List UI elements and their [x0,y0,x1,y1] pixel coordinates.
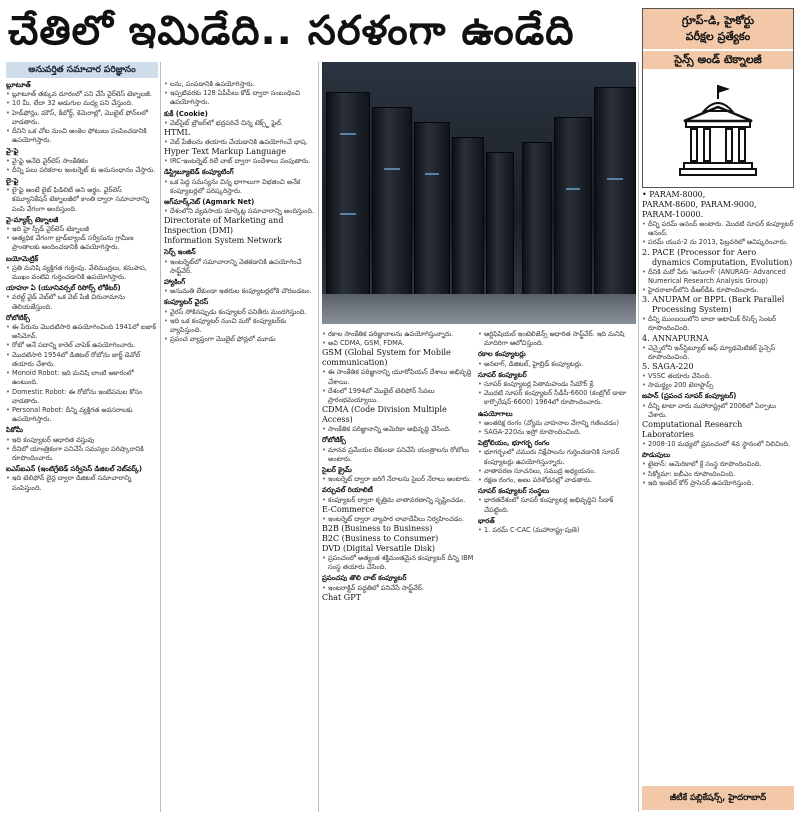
text-line: • ఇది టెలిఫోన్ లైన్ల ద్వారా డిజిటల్ సమాచారాన్ని పంపిస్తుంది. [6,474,158,492]
text-line: • దీన్ని పలు పరికరాల ఇంటర్నెట్ కు అనుసంధానం చేస్తారు. [6,166,158,175]
text-line: Chat GPT [322,592,361,602]
text-line: DVD (Digital Versatile Disk) [322,544,435,554]
subheading: బ్లూటూత్ [6,81,31,89]
subheading: సైబర్ క్రైమ్ [322,466,352,475]
text-line: • మొదటిసారి 1954లో డిజిటల్ రోబోను జార్జ్ డెవోల్ తయారు చేశారు. [6,351,158,369]
text-line: • భారతదేశంలో సూపర్ కంప్యూటర్ల అభివృద్ధిని సీడాక్ చేపట్టింది. [478,496,636,514]
text-line: • దీనికి మరో పేరు 'అనురాగ్' (ANURAG- Advanced Numerical Research Analysis Group) [642,268,794,286]
column-2-body [164,80,316,344]
text-line: • Personal Robot: దీన్ని వ్యక్తిగత అవసరాలకు ఉపయోగిస్తారు. [6,406,158,424]
text-line: • వాతావరణ సూచనలు, సముద్ర అధ్యయనం. [478,467,636,476]
text-line: • IRC-ఇంటర్నెట్ రిలే చాట్ ద్వారా సందేశాలు పంపుతారు. [164,157,316,166]
text-line: • Monoid Robot: ఇది మనిషి లాంటి ఆకారంలో ఉంటుంది. [6,369,158,387]
column-1-body [6,81,158,493]
text-line: • అవి CDMA, GSM, FDMA. [322,339,474,348]
text-line: • బ్లూటూత్ తక్కువ దూరంలో పని చేసే వైర్‌లెస్ టెక్నాలజీ. [6,90,158,99]
supercomputer-photo [322,62,636,324]
column-divider [318,62,319,812]
text-line: • 10 మీ. లేదా 32 అడుగుల మధ్య పని చేస్తుంది. [6,99,158,108]
text-line: • రకాల సాంకేతిక పరిజ్ఞానాలను ఉపయోగిస్తున్నారు. [322,330,474,339]
text-line: • మొదటి సూపర్ కంప్యూటర్ సీడీసీ-6600 (కంట్రోల్ డాటా కార్పొరేషన్-6600) 1964లో రూపొందించారు. [478,389,636,407]
text-line: • లను, పంపడానికి ఉపయోగిస్తారు. [164,80,316,89]
subheading: సూపర్ కంప్యూటర్ సంస్థలు [478,487,550,496]
server-rack [522,142,552,314]
subheading: బయోమెట్రిక్ [6,254,39,263]
text-line: • సామర్థ్యం 200 టెరాఫ్లాప్స్ [642,381,794,390]
text-line: • 1. పరమ్ C-CAC (మహారాష్ట్ర-పుణె) [478,526,636,535]
subheading: సూపర్ కంప్యూటర్ [478,370,527,379]
subheading: పికోమీ [6,426,24,435]
text-line: • భూగర్భంలో చమురు నిక్షేపాలను గుర్తించడానికి సూపర్ కంప్యూటర్లు ఉపయోగిస్తున్నారు. [478,448,636,466]
text-line: • హైదరాబాద్‌లోని డీఆర్‌డీఓ రూపొందించారు. [642,286,794,295]
server-rack [414,122,450,314]
topic-box [642,8,794,188]
text-line: • ఇది హై స్పీడ్ వైర్‌లెస్ టెక్నాలజీ [6,225,158,234]
text-line: • SAGA-220ను ఇస్రో రూపొందించింది. [478,428,636,437]
text-line: • దీనిలో యాంత్రికంగా పనిచేసే సమస్యల పరిష్కారానికి రూపొందించారు. [6,445,158,463]
text-line: • వైరస్ సోకినప్పుడు కంప్యూటర్ పనితీరు మందగిస్తుంది. [164,308,316,317]
subheading: రోబోటిక్స్ [322,436,346,445]
text-line: Computational Research Laboratories [642,420,743,440]
text-line: • ఇది కంప్యూటర్ ఆధారిత వస్తువు [6,436,158,445]
subheading: సెర్చ్ ఇంజిన్ [164,248,196,257]
column-3 [322,330,474,812]
section-title: అనువర్తిత సమాచార పరిజ్ఞానం [6,62,158,78]
column-2 [164,80,316,812]
subheading: యాహూ ఏ (యూనివర్సల్ రిసోర్స్ లోకేటర్) [6,284,121,293]
text-line: Directorate of Marketing and Inspection (DMI) [164,216,284,236]
text-line: • వెబ్‌సైట్ బ్రౌజర్‌లో భద్రపరిచే చిన్న టెక్స్ట్ ఫైల్. [164,119,316,128]
subheading: అగ్‌మార్క్‌నెట్ (Agmark Net) [164,198,255,207]
server-rack [452,137,484,314]
text-line: • ఒక పెద్ద సమస్యను చిన్న భాగాలుగా విభజించి అనేక కంప్యూటర్లలో పరిష్కరిస్తారు. [164,178,316,196]
text-line: • వై-ఫై అనేది వైర్‌లెస్ సాంకేతికం [6,157,158,166]
headline: చేతిలో ఇమిడేది.. సరళంగా ఉండేది [8,8,575,54]
text-line: • అనుమతి లేకుండా ఇతరుల కంప్యూటర్లలోకి చొరబడటం. [164,287,316,296]
column-3-body [322,330,474,603]
text-line: • రోబో అనే పదాన్ని కారెల్ చాపెక్ ఉపయోగించారు. [6,341,158,350]
text-line: • దేశంలో 1994లో మొబైల్ టెలిఫోన్ సేవలు ప్రారంభమయ్యాయి. [322,387,474,405]
topic-line-1: గ్రూప్-డి, హైకోర్టు [681,14,755,27]
column-4 [478,330,636,812]
subheading: పొడుపులు [642,451,671,460]
text-line: • అంతరిక్ష రంగం (వ్యోమ వాహనాల వేగాన్ని గణించడం) [478,419,636,428]
subheading: ఉపయోగాలు [478,409,513,418]
server-rack [372,107,412,314]
text-line: PARAM-10000. [642,210,704,219]
subheading: వర్చువల్ రియాలిటీ [322,486,373,495]
subheading: కుకీ (Cookie) [164,109,208,118]
text-line: E-Commerce [322,504,375,514]
text-line: • సిక్యోమా: ఐబీఎం రూపొందించింది. [642,470,794,479]
topic-subject: సైన్స్ అండ్ టెక్నాలజీ [643,49,793,69]
text-line: • లై-ఫై అంటే లైట్ ఫిడిలిటీ అని అర్థం. వైర్‌లెస్ కమ్యూనికేషన్ టెక్నాలజీలో కాంతి ద్వారా సమాచారాన్ని పంపి వేగంగా అందిస్తుంది. [6,186,158,214]
text-line: • దీనిని ఒక చోట నుంచి అంకెల ఫోటులు పంపించడానికి ఉపయోగిస్తారు. [6,127,158,145]
text-line: • ఇంటర్నెట్ ద్వారా వ్యాపార లావాదేవీలు నిర్వహించడం. [322,515,474,524]
text-line: • అత్యధిక వేగంగా బ్రాడ్‌బ్యాండ్ సర్వీసును గ్రామీణ ప్రాంతాలకు అందించడానికి ఉపయోగిస్తారు. [6,234,158,252]
text-line: • ప్రపంచ వ్యాప్తంగా మొబైల్ ఫోన్లలో మూడు [164,335,316,344]
server-rack [594,87,636,314]
text-line: • రక్షణ రంగం, అణు పరిశోధనల్లో వాడతారు. [478,476,636,485]
text-line: • ఇది ఇంటెల్ కోర్ ప్రాసెసర్ ఉపయోగిస్తుంది. [642,479,794,488]
publisher-footer: జీటీకే పబ్లికేషన్స్, హైదరాబాద్ [642,786,794,810]
text-line: CDMA (Code Division Multiple Access) [322,405,447,425]
topic-header [643,9,793,49]
text-line: Hyper Text Markup Language [164,147,287,157]
text-line: • 2008-10 మధ్యలో ప్రపంచంలో 4వ స్థానంలో నిలిచింది. [642,440,794,449]
topic-line-2: పరీక్షల ప్రత్యేకం [685,30,751,43]
text-line: • ఇంటర్నెట్ ద్వారా జరిగే నేరాలను సైబర్ నేరాలు అంటారు. [322,475,474,484]
floor [322,294,636,324]
text-line: • అనలాగ్, డిజిటల్, హైబ్రిడ్ కంప్యూటర్లు. [478,360,636,369]
text-line: • ఇంటరాక్టివ్ పద్ధతిలో పనిచేసే సాఫ్ట్‌వేర్. [322,584,474,593]
text-line: • దీన్ని పరమ్ ఆనంద్ అంటారు. మొదటి సూపర్ కంప్యూటర్ ఆనంద్. [642,220,794,238]
text-line: • వరల్డ్ వైడ్ వెబ్‌లో ఒక వెబ్ పేజీ చిరునామాను తెలియజేస్తుంది. [6,293,158,311]
text-line: PARAM-8600, PARAM-9000, [642,200,757,209]
text-line: • దేశంలోని వ్యవసాయ మార్కెట్ల సమాచారాన్ని అందిస్తుంది. [164,207,316,216]
column-4-body [478,330,636,535]
text-line: • మానవ ప్రమేయం లేకుండా పనిచేసే యంత్రాలను రోబోలు అంటారు. [322,446,474,464]
text-line: • దీన్ని ముంబయిలోని బాబా అటామిక్ రీసెర్చ్ సెంటర్ రూపొందించింది. [642,315,794,333]
subheading: హ్యాకింగ్ [164,278,186,287]
text-line: • దీన్ని టాటా వారు మహారాష్ట్రలో 2006లో ఏర్పాటు చేశారు. [642,402,794,420]
subheading: కంప్యూటర్ వైరస్ [164,298,209,307]
text-line: • సాంకేతిక పరిజ్ఞానాన్ని అమెరికా అభివృద్ధి చేసింది. [322,425,474,434]
text-line: • టైటాన్: అమెరికాలో క్రే సంస్థ రూపొందించింది. [642,460,794,469]
text-line: B2B (Business to Business) [322,524,433,534]
text-line: • PARAM-8000, [642,190,706,199]
subheading: పెట్రోలియం, భూగర్భ రంగం [478,439,550,448]
text-line: GSM (Global System for Mobile communication) [322,348,451,368]
text-line: • సూపర్ కంప్యూటర్ల పితామహుడు సేమౌర్ క్రే. [478,380,636,389]
subheading: ప్రపంచపు తొలి చాట్ కంప్యూటర్ [322,574,407,583]
government-building-icon [678,81,758,177]
subheading: ఐఎస్‌ఐఎన్‌ (ఇంటిగ్రేటెడ్ సర్వీసెస్ డిజిటల్ నెట్‌వర్క్) [6,465,142,474]
subheading: లై-ఫై [6,177,19,186]
text-line: 2. PACE (Processor for Aero dynamics Computation, Evolution) [642,247,793,267]
text-line: • పరమ్ యువ-2 ను 2013, ఫిబ్రవరిలో ఆవిష్కరించారు. [642,238,794,247]
text-line: • హెడ్‌ఫోన్లు, మౌస్, కీబోర్డ్, కెమెరాల్లో, మొబైల్ ఫోన్‌లలో వాడతారు. [6,109,158,127]
server-rack [326,92,370,314]
text-line: • ఈ సాంకేతిక పరిజ్ఞానాన్ని యూరోపియన్ దేశాలు అభివృద్ధి చేశాయి. [322,368,474,386]
column-5 [642,190,794,780]
text-line: • ఇప్పటివరకు 128 ఏపీపీలు కోడ్‌ ద్వారా సంబంధించి ఉపయోగిస్తారు. [164,89,316,107]
subheading: వై-మ్యాక్స్ టెక్నాలజీ [6,215,59,224]
text-line: 4. ANNAPURNA [642,333,709,343]
text-line: Information System Network [164,236,283,246]
subheading: భారత్ [478,516,495,525]
column-divider [638,62,639,812]
text-line: • ఇంటర్నెట్‌లో సమాచారాన్ని వెతకడానికి ఉపయోగించే సాఫ్ట్‌వేర్. [164,258,316,276]
subheading: రోబోటిక్స్ [6,313,30,322]
text-line: • ప్రపంచంలో అత్యంత శక్తిమంతమైన కంప్యూటర్ దీన్ని IBM సంస్థ తయారు చేసింది. [322,554,474,572]
column-1 [6,62,158,812]
subheading: వై-ఫై [6,147,19,156]
column-5-body [642,190,794,488]
text-line: 3. ANUPAM or BPPL (Bark Parallel Processing System) [642,295,785,315]
text-line: • Domestic Robot: ఈ రోబోను ఇంటిపనుల కోసం వాడతారు. [6,388,158,406]
subheading: రకాల కంప్యూటర్లు [478,350,526,359]
server-rack [486,152,514,314]
server-rack [554,117,592,314]
column-divider [160,62,161,812]
text-line: • ప్రతి మనిషి వ్యక్తిగత గుర్తింపు. వేలిముద్రలు, కనుపాప, ముఖం వంటివి గుర్తించడానికి ఉపయోగిస్తారు. [6,264,158,282]
text-line: • వెబ్ పేజీలను తయారు చేయడానికి ఉపయోగించే భాష. [164,138,316,147]
text-line: • ఆర్టిఫిషియల్ ఇంటెలిజెన్స్ ఆధారిత సాఫ్ట్‌వేర్. ఇది మనిషి మాదిరిగా ఆలోచిస్తుంది. [478,330,636,348]
subheading: డిస్ట్రిబ్యూటెడ్ కంప్యూటింగ్ [164,168,234,177]
text-line: • VSSC తయారు చేసింది. [642,372,794,381]
text-line: • ఇది ఒక కంప్యూటర్ నుంచి మరో కంప్యూటర్‌కు వ్యాపిస్తుంది. [164,317,316,335]
text-line: 5. SAGA-220 [642,362,694,372]
text-line: B2C (Business to Consumer) [322,534,439,544]
text-line: • చెన్నైలోని ఇన్‌స్టిట్యూట్ ఆఫ్ మ్యాథమెటికల్ సైన్సెస్ రూపొందించింది. [642,344,794,362]
subheading: జపాన్ (ప్రపంచ సూపర్ కంప్యూటర్) [642,392,737,401]
text-line: • ఈ పేరును మొదటిసారి ఉపయోగించింది 1941లో ఐజాక్ అసిమోవ్. [6,323,158,341]
text-line: • కంప్యూటర్ ద్వారా కృత్రిమ వాతావరణాన్ని సృష్టించడం. [322,496,474,505]
text-line: HTML [164,128,190,138]
